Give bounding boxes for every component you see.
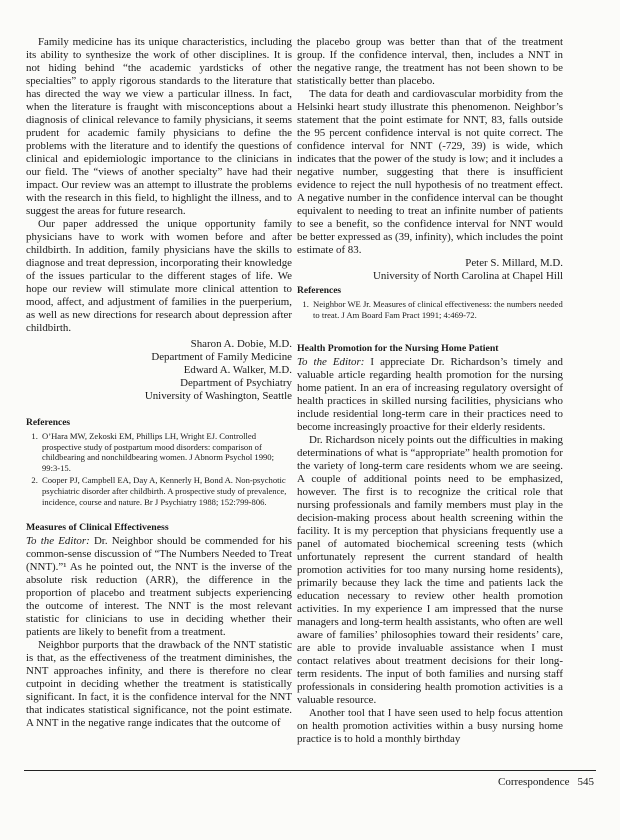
right-column (297, 36, 563, 746)
section-third-paragraph: Another tool that I have seen used to help focus attention on health promotion activities within a busy nursing home practice is to hold a monthly birthday (297, 707, 563, 746)
section-second-paragraph: Neighbor purports that the drawback of the NNT statistic is that, as the effectiveness of the treatment diminishes, the NNT approaches infinity, and there is therefore no clear cutpoint in deciding whether the treatment is statistically significant. In fact, it is the confidence interval for the NNT that indicates statistical significance, not the point estimate. A NNT in the negative range indicates that the outcome of (26, 639, 292, 730)
reference-item: 1. O’Hara MW, Zekoski EM, Phillips LH, Wright EJ. Controlled prospective study of postpartum mood disorders: comparison of childbearing and nonchildbearing women. J Abnorm Psychol 1990; 99:3-15. (40, 431, 292, 473)
footer-rule (24, 770, 596, 771)
section-first-paragraph (297, 356, 563, 434)
references-list (297, 299, 563, 320)
section-title: Health Promotion for the Nursing Home Patient (297, 343, 499, 355)
to-the-editor-label: To the Editor: (26, 535, 90, 548)
section-first-paragraph-text: Dr. Neighbor should be commended for his common-sense discussion of “The Numbers Needed to Treat (NNT).”¹ As he pointed out, the NNT is the inverse of the absolute risk reduction (ARR), the difference in the proportion of placebo and treatment subjects experiencing the outcome of interest. The NNT is the most relevant statistic for clinicians to use in deciding whether their patients are likely to benefit from a treatment. (26, 535, 292, 639)
signature-dept-1: Department of Family Medicine (151, 351, 292, 363)
section-second-paragraph: Dr. Richardson nicely points out the difficulties in making determinations of what is “appropriate” health promotion for the variety of long-term care residents whom we are seeing. A couple of additional points need to be emphasized, however. The first is to recognize the critical role that nursing professionals and family members must play in the decision-making process about health screening within the facility. It is my perception that physicians frequently use a panel of automated biochemical screening tests (which unfortunately represent the current standard of health promotion activities for too many nursing home residents), primarily because they lack the time and patients lack the education necessary to review other health promotion activities. In my experience I am impressed that the nurse managers and long-term health assistants, who often are well aware of families’ philosophies toward their residents’ care, are able to provide invaluable assistance when I must contact relatives about treatment decisions for their long-term residents. The input of both families and nursing staff professionals in considering health promotion activities is a valuable resource. (297, 434, 563, 707)
signature-block (297, 257, 563, 283)
to-the-editor-label: To the Editor: (297, 356, 365, 369)
left-column (26, 36, 292, 730)
continued-paragraph: the placebo group was better than that of the treatment group. If the confidence interval, then, includes a NNT in the negative range, the treatment has not been shown to be statistically better than placebo. (297, 36, 563, 87)
body-paragraph: The data for death and cardiovascular morbidity from the Helsinki heart study illustrate this phenomenon. Neighbor’s statement that the point estimate for NNT, 83, falls outside the 95 percent confidence interval is not quite correct. The confidence interval for NNT (-729, 39) is wide, which indicates that the power of the study is low; and it includes a negative number, suggesting that there is insufficient evidence to reject the null hypothesis of no treatment effect. A negative number in the confidence interval can be thought equivalent to needing to treat an infinite number of patients to see a benefit, so the confidence interval for NNT would be better expressed as (39, infinity), which includes the point estimate of 83. (297, 88, 563, 256)
section-first-paragraph (26, 535, 292, 639)
references-heading: References (26, 418, 71, 428)
reference-item: 2. Cooper PJ, Campbell EA, Day A, Kennerly H, Bond A. Non-psychotic psychiatric disorder after childbirth. A prospective study of prevalence, incidence, course and nature. Br J Psychiatry 1988; 152:799-806. (40, 475, 292, 507)
reference-item: 1. Neighbor WE Jr. Measures of clinical effectiveness: the numbers needed to treat. J Am Board Fam Pract 1991; 4:469-72. (311, 299, 563, 320)
section-title: Measures of Clinical Effectiveness (26, 522, 169, 534)
signature-author: Peter S. Millard, M.D. (465, 257, 563, 269)
signature-author-2: Edward A. Walker, M.D. (183, 364, 292, 376)
footer-label: Correspondence (498, 776, 570, 788)
page-number: 545 (577, 776, 594, 788)
intro-paragraph-2: Our paper addressed the unique opportunity family physicians have to work with women before and after childbirth. In addition, family physicians have the skills to diagnose and treat depression, incorporating their knowledge of the issues particular to the different stages of life. We hope our review will stimulate more clinical attention to mood, affect, and adjustment of families in the puerperium, as well as new directions for research about depression after childbirth. (26, 218, 292, 334)
signature-institution: University of North Carolina at Chapel Hill (373, 270, 563, 282)
signature-block (26, 338, 292, 403)
references-heading: References (297, 286, 342, 296)
intro-paragraph-1: Family medicine has its unique characteristics, including its ability to synthesize the work of other disciplines. It is not hiding behind “the academic yardsticks of other specialties” to apply rigorous standards to the literature that has directed the way we view a particular illness. In fact, when the literature is fraught with misconceptions about a diagnosis of clinical relevance to family physicians, it seems prudent for academic family physicians to define the problems with the literature and to identify the questions of clinical and epidemiologic importance to the clinicians in our field. The “views of another specialty” have had their impact. Our review was an attempt to illustrate the problems with the research in this field, to highlight the illness, and to suggest the areas for future research. (26, 36, 292, 217)
signature-dept-2: Department of Psychiatry (180, 377, 292, 389)
references-list (26, 431, 292, 507)
section-first-paragraph-text: I appreciate Dr. Richardson’s timely and valuable article regarding health promotion for the nursing home patient. In an era of increasing regulatory oversight of health practices in skilled nursing facilities, physicians who include residential long-term care in their practices need to become increasingly proactive for their elderly residents. (297, 356, 564, 434)
page-footer (498, 776, 594, 788)
signature-author-1: Sharon A. Dobie, M.D. (190, 338, 292, 350)
signature-institution: University of Washington, Seattle (144, 390, 292, 402)
